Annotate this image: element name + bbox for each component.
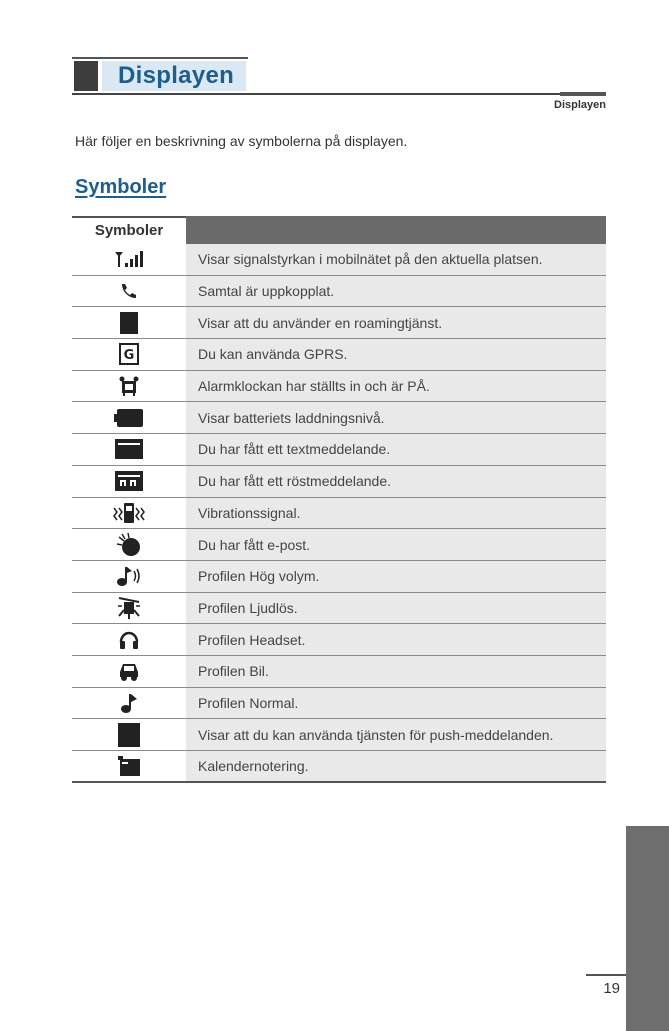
gprs-icon (72, 339, 186, 370)
row-description: Samtal är uppkopplat. (186, 276, 606, 307)
row-description: Profilen Normal. (186, 688, 606, 719)
row-description: Visar batteriets laddningsnivå. (186, 402, 606, 433)
row-description: Du har fått e-post. (186, 529, 606, 560)
row-description: Profilen Ljudlös. (186, 593, 606, 624)
table-row (72, 561, 606, 593)
row-description: Visar signalstyrkan i mobilnätet på den aktuella platsen. (186, 244, 606, 275)
voice-message-icon (72, 466, 186, 497)
table-header-symbols: Symboler (72, 216, 186, 244)
running-header-bar (560, 92, 606, 96)
table-row (72, 402, 606, 434)
title-marker-block (74, 61, 98, 91)
alarm-clock-icon (72, 371, 186, 402)
profile-normal-icon (72, 688, 186, 719)
chapter-thumb-tab (626, 826, 669, 1031)
table-row (72, 371, 606, 403)
section-heading: Symboler (75, 176, 167, 198)
running-header: Displayen (554, 99, 606, 111)
row-description: Vibrationssignal. (186, 498, 606, 529)
table-row (72, 656, 606, 688)
email-icon (72, 529, 186, 560)
symbols-table (72, 216, 606, 783)
table-row (72, 434, 606, 466)
battery-icon (72, 402, 186, 433)
table-row (72, 244, 606, 276)
table-row (72, 593, 606, 625)
table-row (72, 624, 606, 656)
title-top-rule (72, 57, 248, 59)
vibration-icon (72, 498, 186, 529)
table-row (72, 688, 606, 720)
table-row (72, 276, 606, 308)
profile-silent-icon (72, 593, 186, 624)
row-description: Profilen Bil. (186, 656, 606, 687)
title-underline (72, 93, 606, 95)
table-row (72, 529, 606, 561)
profile-loud-icon (72, 561, 186, 592)
row-description: Du har fått ett röstmeddelande. (186, 466, 606, 497)
table-row (72, 466, 606, 498)
profile-headset-icon (72, 624, 186, 655)
row-description: Visar att du kan använda tjänsten för push-meddelanden. (186, 719, 606, 750)
chapter-title-bar (72, 57, 606, 97)
table-row (72, 751, 606, 783)
row-description: Visar att du använder en roamingtjänst. (186, 307, 606, 338)
page-number-rule (586, 974, 626, 976)
svg-text:G: G (123, 348, 135, 364)
row-description: Alarmklockan har ställts in och är PÅ. (186, 371, 606, 402)
intro-text: Här följer en beskrivning av symbolerna på displayen. (75, 133, 408, 149)
row-description: Du har fått ett textmeddelande. (186, 434, 606, 465)
page-title: Displayen (118, 62, 235, 89)
table-header-description (186, 216, 606, 244)
profile-car-icon (72, 656, 186, 687)
text-message-icon (72, 434, 186, 465)
table-row (72, 307, 606, 339)
row-description: Kalendernotering. (186, 751, 606, 781)
call-connected-icon (72, 276, 186, 307)
row-description: Du kan använda GPRS. (186, 339, 606, 370)
table-header (72, 216, 606, 244)
row-description: Profilen Hög volym. (186, 561, 606, 592)
signal-strength-icon (72, 244, 186, 275)
calendar-note-icon (72, 751, 186, 781)
roaming-icon (72, 307, 186, 338)
push-message-icon (72, 719, 186, 750)
table-row (72, 719, 606, 751)
row-description: Profilen Headset. (186, 624, 606, 655)
table-row (72, 339, 606, 371)
page-number: 19 (603, 980, 620, 997)
table-row (72, 498, 606, 530)
